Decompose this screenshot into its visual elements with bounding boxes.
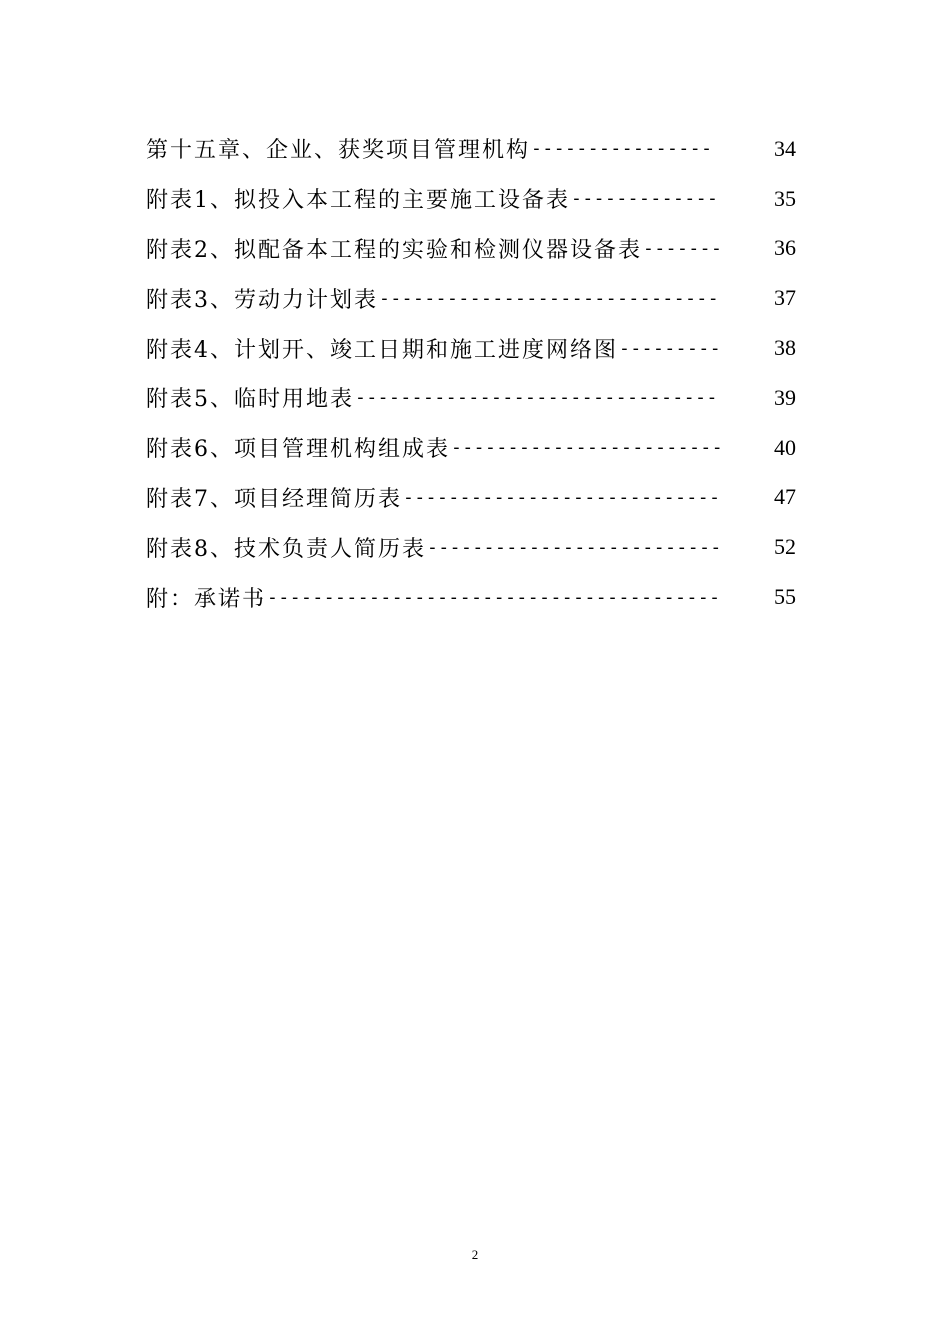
table-of-contents	[146, 124, 796, 622]
toc-entry-title: 附表1、拟投入本工程的主要施工设备表	[146, 188, 570, 214]
toc-entry-title: 附表7、项目经理简历表	[146, 486, 402, 512]
toc-entry-leader: ----------------	[531, 138, 713, 160]
toc-entry-title: 附表5、临时用地表	[146, 387, 354, 413]
toc-entry-page: 52	[774, 534, 796, 560]
toc-entry[interactable]	[146, 273, 796, 323]
toc-entry[interactable]	[146, 174, 796, 224]
toc-entry-title: 附表2、拟配备本工程的实验和检测仪器设备表	[146, 237, 642, 263]
toc-entry-page: 38	[774, 335, 796, 361]
toc-entry-leader: ----------------------------------------	[267, 586, 721, 608]
toc-entry[interactable]	[146, 373, 796, 423]
toc-entry-page: 37	[774, 285, 796, 311]
toc-entry-leader: --------------------------------	[355, 387, 718, 409]
page-number: 2	[471, 1247, 479, 1262]
toc-entry-page: 39	[774, 384, 796, 410]
toc-entry-leader: -------------	[571, 188, 719, 210]
toc-entry-title: 附表6、项目管理机构组成表	[146, 437, 450, 463]
toc-entry-leader: ----------------------------	[403, 486, 721, 508]
toc-entry-leader: -------	[643, 237, 723, 259]
toc-entry-page: 55	[774, 584, 796, 610]
toc-entry[interactable]	[146, 323, 796, 373]
toc-entry-title: 附表4、计划开、竣工日期和施工进度网络图	[146, 337, 618, 363]
toc-entry-page: 40	[774, 434, 796, 460]
toc-entry-title: 附表3、劳动力计划表	[146, 287, 378, 313]
toc-entry-title: 附表8、技术负责人简历表	[146, 536, 426, 562]
toc-entry-title: 第十五章、企业、获奖项目管理机构	[146, 138, 531, 164]
toc-entry-page: 47	[774, 484, 796, 510]
toc-entry[interactable]	[146, 224, 796, 274]
toc-entry-leader: ------------------------------	[379, 287, 720, 309]
toc-entry-page: 36	[774, 235, 796, 261]
toc-entry[interactable]	[146, 572, 796, 622]
toc-entry-leader: --------------------------	[427, 536, 722, 558]
toc-entry-leader: ------------------------	[451, 437, 724, 459]
toc-entry[interactable]	[146, 473, 796, 523]
toc-entry[interactable]	[146, 423, 796, 473]
toc-entry[interactable]	[146, 522, 796, 572]
toc-entry[interactable]	[146, 124, 796, 174]
toc-entry-title: 附：承诺书	[146, 586, 267, 612]
toc-entry-leader: ---------	[619, 337, 722, 359]
toc-entry-page: 34	[774, 135, 796, 161]
toc-entry-page: 35	[774, 185, 796, 211]
